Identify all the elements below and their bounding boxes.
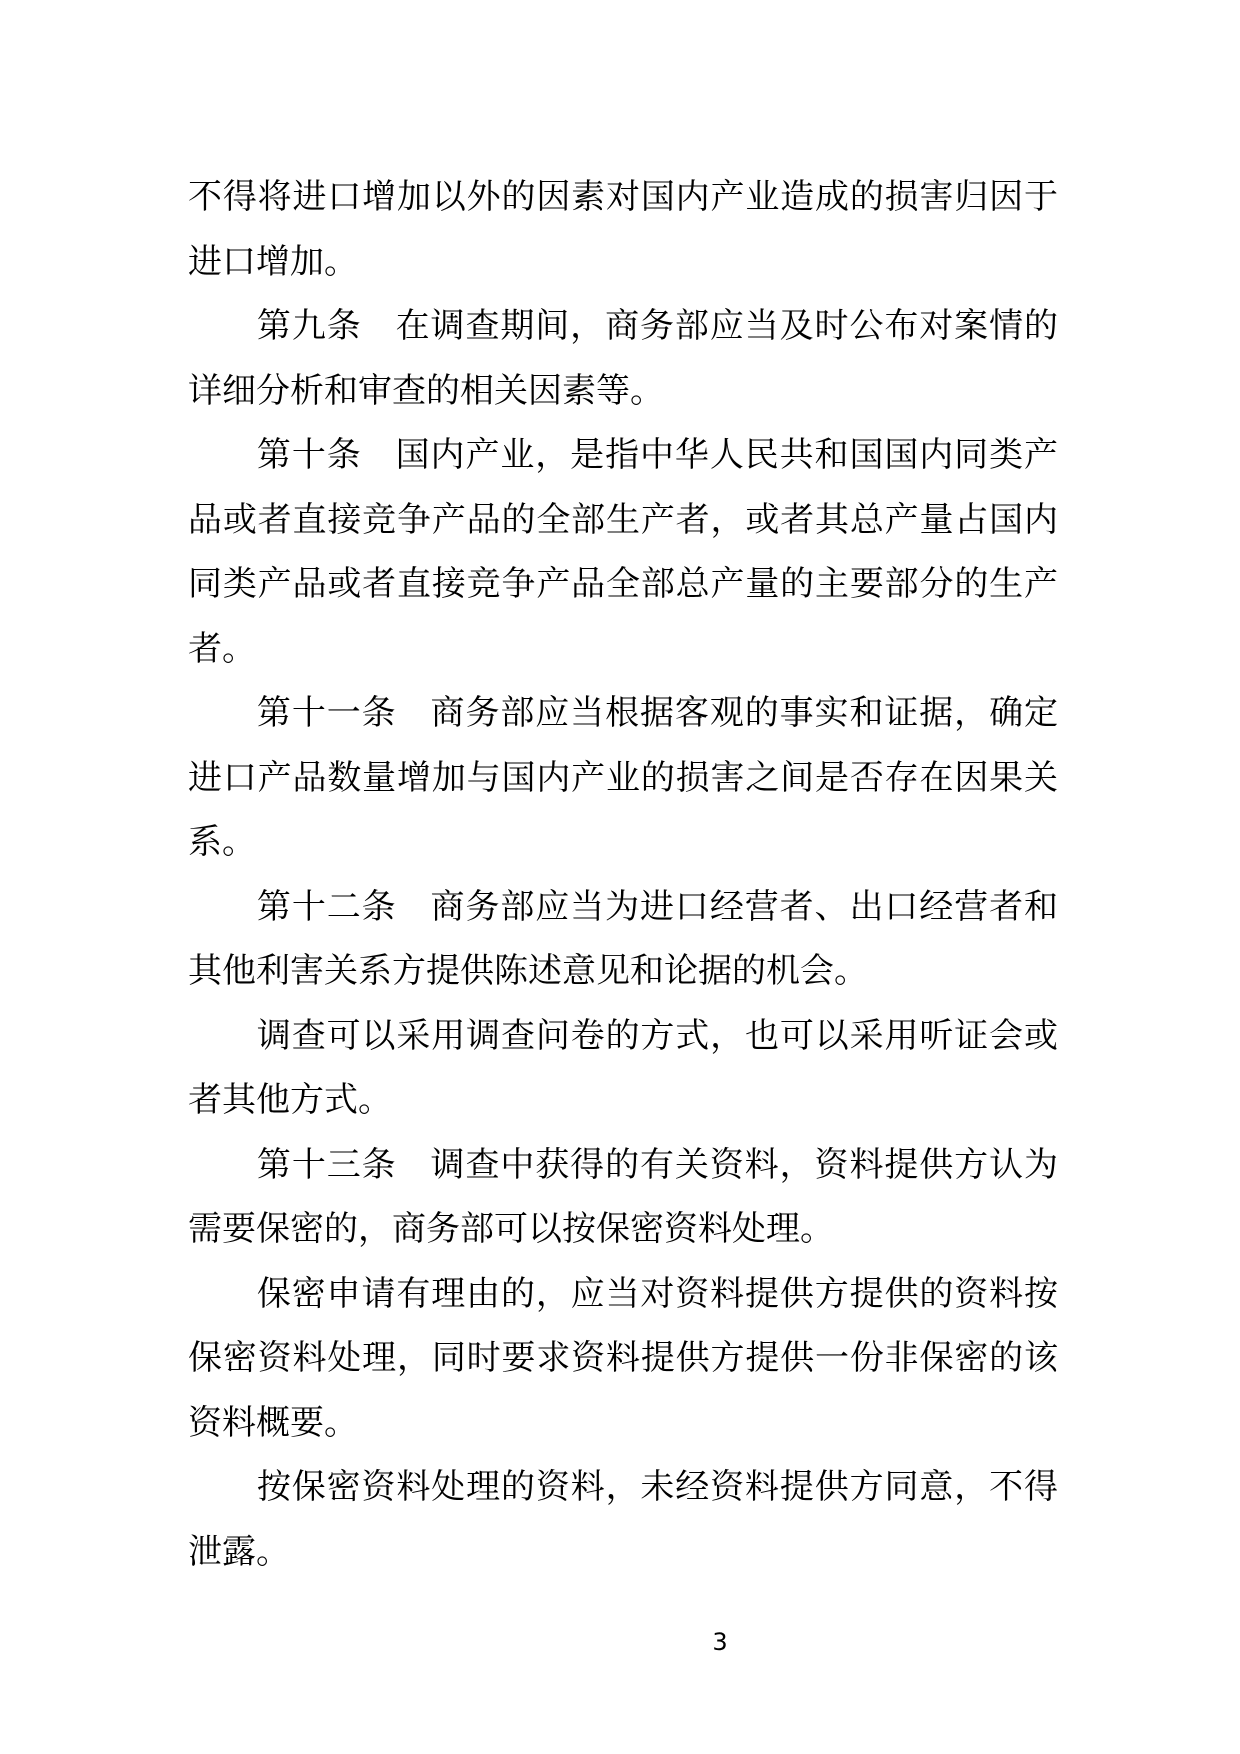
- paragraph: 第九条 在调查期间，商务部应当及时公布对案情的详细分析和审查的相关因素等。: [188, 306, 1059, 411]
- paragraph: 保密申请有理由的，应当对资料提供方提供的资料按保密资料处理，同时要求资料提供方提供一份非保密的该资料概要。: [188, 1273, 1058, 1443]
- article-number: 第十三条: [256, 1144, 397, 1185]
- paragraph: 第十三条 调查中获得的有关资料，资料提供方认为需要保密的，商务部可以按保密资料处理。: [188, 1144, 1059, 1249]
- article-number: 第九条: [256, 306, 362, 346]
- body-text: [188, 165, 1058, 1584]
- article-number: 第十二条: [256, 886, 397, 927]
- paragraph: 第十条 国内产业，是指中华人民共和国国内同类产品或者直接竞争产品的全部生产者，或者其总产量占国内同类产品或者直接竞争产品全部总产量的主要部分的生产者。: [188, 435, 1059, 669]
- paragraph: 调查可以采用调查问卷的方式，也可以采用听证会或者其他方式。: [188, 1015, 1058, 1120]
- article-number: 第十一条: [256, 693, 397, 733]
- page-number: 3: [712, 1628, 728, 1656]
- paragraph: 第十二条 商务部应当为进口经营者、出口经营者和其他利害关系方提供陈述意见和论据的机会。: [188, 886, 1059, 991]
- article-number: 第十条: [256, 435, 362, 475]
- paragraph: 不得将进口增加以外的因素对国内产业造成的损害归因于进口增加。: [188, 177, 1058, 282]
- paragraph: 第十一条 商务部应当根据客观的事实和证据，确定进口产品数量增加与国内产业的损害之间是否存在因果关系。: [188, 693, 1059, 862]
- paragraph: 按保密资料处理的资料，未经资料提供方同意，不得泄露。: [188, 1467, 1058, 1572]
